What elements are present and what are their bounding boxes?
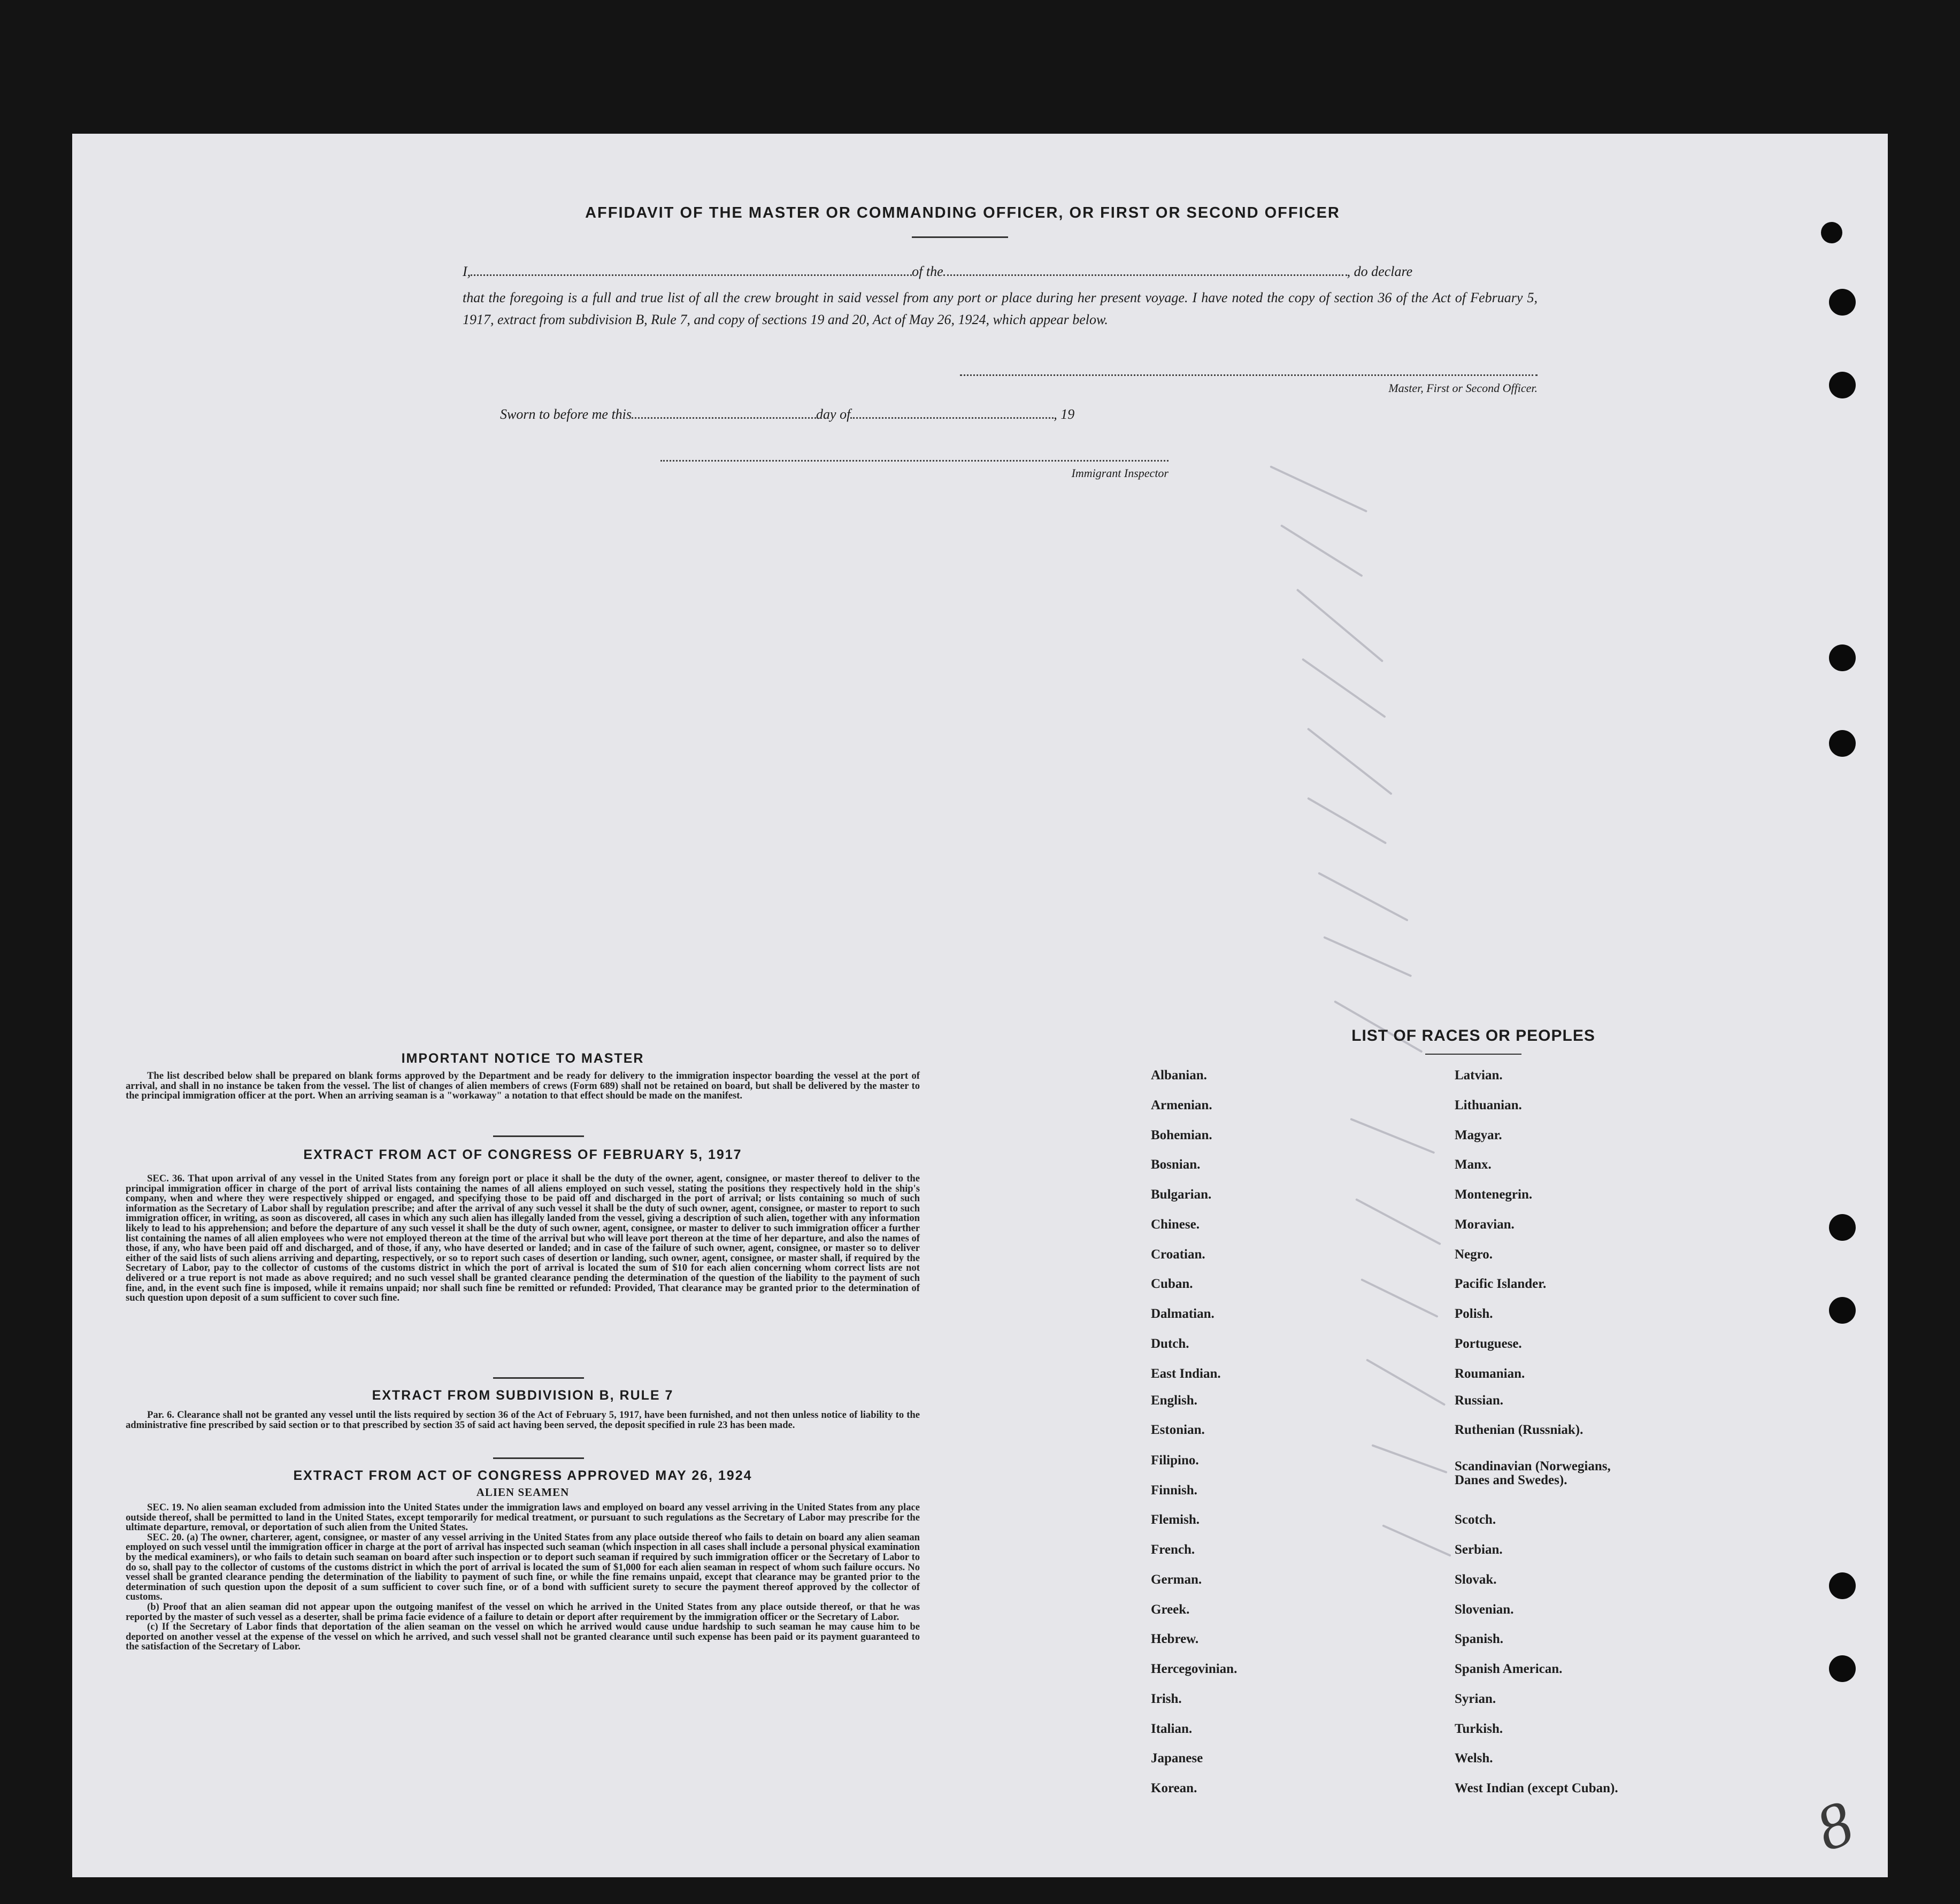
extract-1924-subtitle: ALIEN SEAMEN — [476, 1486, 570, 1499]
sworn-day-blank[interactable] — [632, 417, 816, 419]
notice-body: The list described below shall be prepared on blank forms approved by the Department and be ready for delivery to the immigration inspector boarding the vessel at the port of arrival, and shall in no instance be taken from the vessel. The list of changes of alien members of crews (Form 689) shall not be retained on board, but shall be delivered by the master to the principal immigration officer at the port. When an arriving seaman is a "workaway" a notation to that effect should be made on the manifest. — [126, 1070, 920, 1102]
extract-1924-title: EXTRACT FROM ACT OF CONGRESS APPROVED MAY 26, 1924 — [293, 1468, 752, 1483]
race-item: English. — [1151, 1393, 1197, 1408]
race-item: Dalmatian. — [1151, 1307, 1215, 1321]
race-item: German. — [1151, 1572, 1202, 1587]
race-item: Scotch. — [1455, 1513, 1496, 1527]
race-item: Russian. — [1455, 1393, 1504, 1408]
race-item: Filipino. — [1151, 1453, 1199, 1468]
race-item: Moravian. — [1455, 1217, 1515, 1232]
race-item: Portuguese. — [1455, 1337, 1522, 1351]
race-item: Manx. — [1455, 1157, 1492, 1172]
race-item: Hercegovinian. — [1151, 1662, 1238, 1676]
affidavit-body: that the foregoing is a full and true list of all the crew brought in said vessel from any port or place during her present voyage. I have noted the copy of section 36 of the Act of February 5, 1917, extract from subdivision B, Rule 7, and copy of sections 19 and 20, Act of May 26, 1924, which appear below. — [463, 290, 1538, 327]
section-rule — [493, 1457, 584, 1459]
races-rule — [1425, 1054, 1521, 1055]
race-item: Dutch. — [1151, 1337, 1189, 1351]
race-item: Croatian. — [1151, 1247, 1205, 1262]
punch-hole — [1821, 222, 1842, 243]
punch-hole — [1829, 1214, 1856, 1241]
declaration-line — [463, 264, 1538, 280]
section-20b: (b) Proof that an alien seaman did not appear upon the outgoing manifest of the vessel on which he arrived in the United States from any place outside thereof, or that he was reported by the master of such vessel as a deserter, shall be prima facie evidence of a failure to detain or deport after requirement by the immigration officer or the Secretary of Labor. — [126, 1601, 920, 1623]
vessel-blank[interactable] — [943, 274, 1347, 276]
declare-i: I, — [463, 264, 471, 279]
race-item: Bulgarian. — [1151, 1187, 1212, 1202]
punch-hole — [1829, 1655, 1856, 1682]
race-item: Latvian. — [1455, 1068, 1503, 1082]
extract-rule7-title: EXTRACT FROM SUBDIVISION B, RULE 7 — [372, 1388, 674, 1403]
race-item: Danes and Swedes). — [1455, 1473, 1567, 1487]
inspector-line[interactable] — [660, 460, 1169, 462]
race-item: Serbian. — [1455, 1542, 1503, 1557]
signature-label: Master, First or Second Officer. — [1388, 381, 1538, 395]
race-item: Slovenian. — [1455, 1602, 1514, 1617]
document-page — [72, 134, 1888, 1877]
punch-hole — [1829, 730, 1856, 757]
races-title: LIST OF RACES OR PEOPLES — [1351, 1027, 1595, 1045]
race-item: Irish. — [1151, 1692, 1182, 1706]
sworn-year: , 19 — [1054, 406, 1075, 422]
race-item: Syrian. — [1455, 1692, 1496, 1706]
sworn-prefix: Sworn to before me this — [500, 406, 632, 422]
race-item: Montenegrin. — [1455, 1187, 1533, 1202]
punch-hole — [1829, 372, 1856, 398]
race-item: Welsh. — [1455, 1751, 1493, 1765]
affidavit-title: AFFIDAVIT OF THE MASTER OR COMMANDING OFFICER, OR FIRST OR SECOND OFFICER — [585, 204, 1340, 221]
race-item: Lithuanian. — [1455, 1098, 1522, 1112]
race-item: Korean. — [1151, 1781, 1197, 1795]
race-item: Ruthenian (Russniak). — [1455, 1423, 1584, 1437]
race-item: Bohemian. — [1151, 1128, 1212, 1142]
punch-hole — [1829, 644, 1856, 671]
race-item: Bosnian. — [1151, 1157, 1201, 1172]
race-item: East Indian. — [1151, 1366, 1221, 1381]
race-item: French. — [1151, 1542, 1195, 1557]
race-item: Pacific Islander. — [1455, 1277, 1547, 1291]
extract-1917-body: SEC. 36. That upon arrival of any vessel in the United States from any foreign port or place it shall be the duty of the owner, agent, consignee, or master thereof to deliver to the principal immigration officer in charge of the port of arrival lists containing the names of all aliens employed on such vessel, stating the positions they respectively hold in the ship's company, when and where they were respectively shipped or engaged, and specifying those to be paid off and discharged in the port of arrival; or lists containing so much of such information as the Secretary of Labor shall by regulation prescribe; and after the arrival of any such vessel it shall be the duty of such owner, agent, consignee, or master to report to such immigration officer, in writing, as soon as discovered, all cases in which any such alien has illegally landed from the vessel, giving a description of such alien, together with any information likely to lead to his apprehension; and before the departure of any such vessel it shall be the duty of such owner, agent, consignee, or master to deliver to such immigration officer a further list containing the names of all alien employees who were not employed thereon at the time of the arrival but who will leave port thereon at the time of her departure, and also the names of those, if any, who have been paid off and discharged, and of those, if any, who have deserted or landed; and in case of the failure of such owner, agent, consignee, or master so to deliver either of the said lists of such aliens arriving and departing, respectively, or so to report such cases of desertion or landing, such owner, agent, consignee, or master shall, if required by the Secretary of Labor, pay to the collector of customs of the customs district in which the port of arrival is located the sum of $10 for each alien concerning whom correct lists are not delivered or a true report is not made as above required; and no such vessel shall be granted clearance pending the determination of the question of the liability to the payment of such fine, and, in the event such fine is imposed, while it remains unpaid; nor shall such fine be remitted or refunded: Provided, That clearance may be granted prior to the determination of such question upon deposit of a sum sufficient to cover such fine. — [126, 1173, 920, 1304]
name-blank[interactable] — [471, 274, 912, 276]
inspector-label: Immigrant Inspector — [1071, 466, 1169, 480]
extract-1917-title: EXTRACT FROM ACT OF CONGRESS OF FEBRUARY 5, 1917 — [303, 1147, 742, 1162]
title-rule — [912, 236, 1008, 238]
section-20a: SEC. 20. (a) The owner, charterer, agent, consignee, or master of any vessel arriving in the United States from any place outside thereof who fails to detain on board any alien seaman employed on such vessel until the immigration officer in charge at the port of arrival has inspected such seaman (which inspection in all cases shall include a personal physical examination by the medical examiners), or who fails to detain such seaman on board after such inspection or to deport such seaman if required by such immigration officer or the Secretary of Labor to do so, shall pay to the collector of customs of the customs district in which the port of arrival is located the sum of $1,000 for each alien seaman in respect of whom such failure occurs. No vessel shall be granted clearance pending the determination of the liability to payment of such fine, or while the fine remains unpaid, except that clearance may be granted prior to the determination of such question upon the deposit of a sum sufficient to cover such fine, or of a bond with sufficient surety to secure the payment thereof approved by the collector of customs. — [126, 1531, 920, 1603]
notice-title: IMPORTANT NOTICE TO MASTER — [401, 1051, 644, 1066]
race-item: Italian. — [1151, 1722, 1193, 1736]
race-item: Greek. — [1151, 1602, 1190, 1617]
race-item: Finnish. — [1151, 1483, 1197, 1498]
declare-of-the: of the — [912, 264, 943, 279]
sworn-month-blank[interactable] — [850, 417, 1054, 419]
race-item: Negro. — [1455, 1247, 1493, 1262]
race-item: Slovak. — [1455, 1572, 1497, 1587]
handwritten-mark: 8 — [1807, 1786, 1862, 1865]
race-item: Japanese — [1151, 1751, 1203, 1765]
race-item: Spanish. — [1455, 1632, 1504, 1646]
signature-line[interactable] — [960, 374, 1538, 376]
section-rule — [493, 1377, 584, 1379]
race-item: West Indian (except Cuban). — [1455, 1781, 1618, 1795]
race-item: Scandinavian (Norwegians, — [1455, 1459, 1611, 1473]
race-item: Spanish American. — [1455, 1662, 1563, 1676]
race-item: Hebrew. — [1151, 1632, 1199, 1646]
race-item: Roumanian. — [1455, 1366, 1525, 1381]
punch-hole — [1829, 289, 1856, 316]
race-item: Albanian. — [1151, 1068, 1207, 1082]
race-item: Armenian. — [1151, 1098, 1212, 1112]
sworn-day-of: day of — [816, 406, 851, 422]
race-item: Turkish. — [1455, 1722, 1503, 1736]
section-19: SEC. 19. No alien seaman excluded from admission into the United States under the immigration laws and employed on board any vessel arriving in the United States from any place outside thereof, shall be permitted to land in the United States, except temporarily for medical treatment, or pursuant to such regulations as the Secretary of Labor may prescribe for the ultimate departure, removal, or deportation of such alien from the United States. — [126, 1502, 920, 1533]
punch-hole — [1829, 1297, 1856, 1324]
extract-rule7-body: Par. 6. Clearance shall not be granted any vessel until the lists required by section 36 of the Act of February 5, 1917, have been furnished, and not then unless notice of liability to the administrative fine prescribed by said section or to that prescribed by section 35 of said act having been served, the deposit specified in rule 23 has been made. — [126, 1409, 920, 1431]
punch-hole — [1829, 1572, 1856, 1599]
sworn-line — [500, 406, 1074, 423]
declare-end: , do declare — [1347, 264, 1413, 279]
section-rule — [493, 1135, 584, 1137]
race-item: Estonian. — [1151, 1423, 1205, 1437]
extract-1924-body — [126, 1503, 920, 1652]
race-item: Magyar. — [1455, 1128, 1502, 1142]
race-item: Cuban. — [1151, 1277, 1193, 1291]
race-item: Polish. — [1455, 1307, 1493, 1321]
race-item: Chinese. — [1151, 1217, 1200, 1232]
race-item: Flemish. — [1151, 1513, 1200, 1527]
section-20c: (c) If the Secretary of Labor finds that deportation of the alien seaman on the vessel on which he arrived would cause undue hardship to such seaman he may cause him to be deported on another vessel at the expense of the vessel on which he arrived, and such vessel shall not be granted clearance until such expense has been paid or its payment guaranteed to the satisfaction of the Secretary of Labor. — [126, 1621, 920, 1653]
